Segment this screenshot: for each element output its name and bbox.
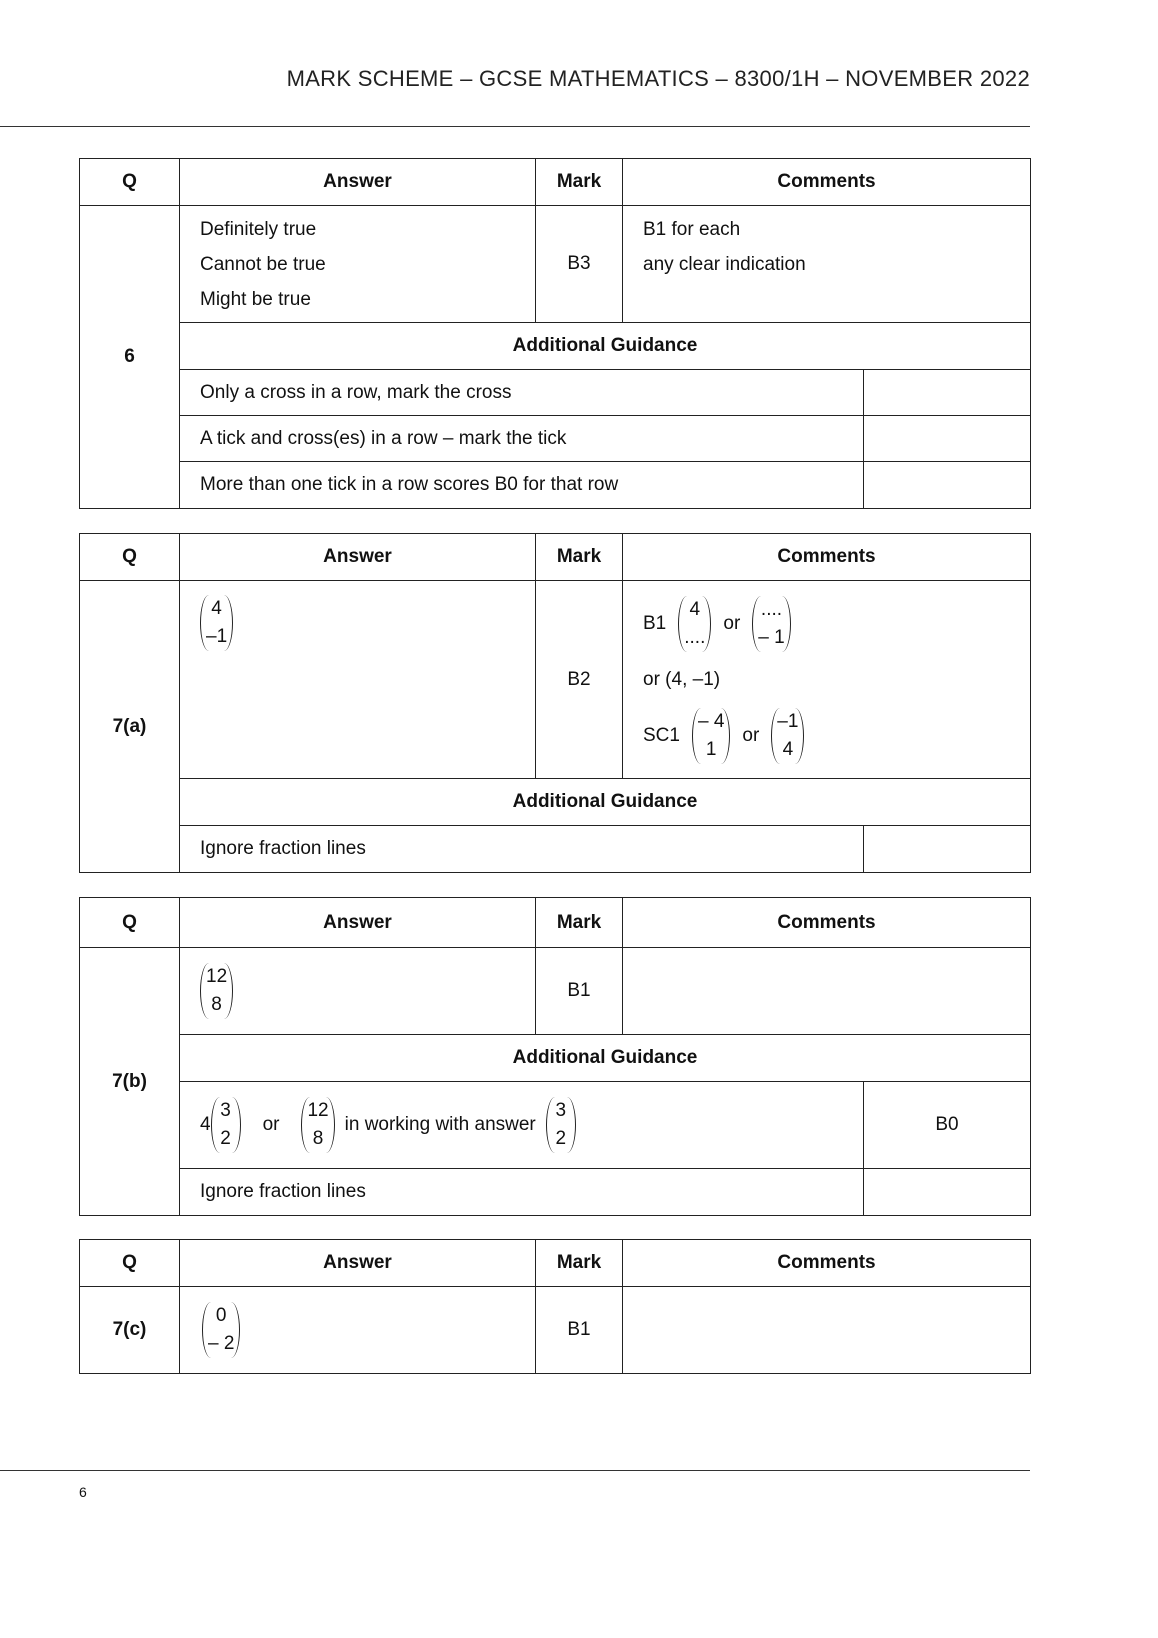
col-comments: Comments bbox=[623, 159, 1031, 206]
comments-cell bbox=[623, 1287, 1031, 1374]
answer-cell bbox=[180, 948, 536, 1035]
comments-cell bbox=[623, 581, 1031, 779]
answer-vector: 12 8 bbox=[200, 963, 233, 1019]
question-number: 7(a) bbox=[80, 581, 180, 873]
mark-cell: B3 bbox=[536, 206, 623, 323]
comment-line: any clear indication bbox=[643, 254, 806, 275]
page-number: 6 bbox=[79, 1484, 87, 1500]
header-rule bbox=[0, 126, 1030, 127]
page-header: MARK SCHEME – GCSE MATHEMATICS – 8300/1H – NOVEMBER 2022 bbox=[286, 66, 1030, 91]
vector: .... – 1 bbox=[752, 596, 790, 652]
col-answer: Answer bbox=[180, 159, 536, 206]
guidance-mark bbox=[864, 462, 1031, 509]
guidance-row: Ignore fraction lines bbox=[180, 826, 864, 873]
additional-guidance-heading: Additional Guidance bbox=[180, 779, 1031, 826]
guidance-mark: B0 bbox=[864, 1082, 1031, 1169]
answer-line: Definitely true bbox=[200, 218, 317, 240]
col-mark: Mark bbox=[536, 898, 623, 948]
vector: 3 2 bbox=[546, 1097, 576, 1153]
q7a-table bbox=[79, 533, 1031, 873]
vector: 4 .... bbox=[678, 596, 711, 652]
comment-line: SC1 – 4 1 or –1 4 bbox=[643, 708, 1030, 764]
comments-cell bbox=[623, 206, 1031, 323]
col-comments: Comments bbox=[623, 534, 1031, 581]
guidance-row: 4 3 2 or 12 8 in working with answer 3 2 bbox=[180, 1082, 864, 1169]
mark-cell: B1 bbox=[536, 948, 623, 1035]
guidance-row: Only a cross in a row, mark the cross bbox=[180, 370, 864, 416]
question-number: 7(c) bbox=[80, 1287, 180, 1374]
mark-cell: B2 bbox=[536, 581, 623, 779]
col-answer: Answer bbox=[180, 534, 536, 581]
col-q: Q bbox=[80, 1240, 180, 1287]
additional-guidance-heading: Additional Guidance bbox=[180, 323, 1031, 370]
vector: –1 4 bbox=[771, 708, 804, 764]
q7b-table bbox=[79, 897, 1031, 1216]
comment-line: or (4, –1) bbox=[643, 668, 721, 690]
guidance-row: Ignore fraction lines bbox=[180, 1169, 864, 1216]
comment-line: B1 for each bbox=[643, 219, 741, 240]
col-comments: Comments bbox=[623, 898, 1031, 948]
answer-vector: 0 – 2 bbox=[202, 1302, 240, 1358]
answer-line: Cannot be true bbox=[200, 253, 326, 275]
question-number: 7(b) bbox=[80, 948, 180, 1216]
col-q: Q bbox=[80, 534, 180, 581]
answer-vector: 4 –1 bbox=[200, 595, 233, 651]
guidance-mark bbox=[864, 1169, 1031, 1216]
col-mark: Mark bbox=[536, 159, 623, 206]
comment-line: B1 4 .... or .... – 1 bbox=[643, 596, 1030, 652]
col-q: Q bbox=[80, 159, 180, 206]
col-answer: Answer bbox=[180, 898, 536, 948]
vector: – 4 1 bbox=[692, 708, 730, 764]
mark-cell: B1 bbox=[536, 1287, 623, 1374]
answer-cell bbox=[180, 581, 536, 779]
col-mark: Mark bbox=[536, 534, 623, 581]
q7c-table bbox=[79, 1239, 1031, 1374]
guidance-mark bbox=[864, 416, 1031, 462]
col-answer: Answer bbox=[180, 1240, 536, 1287]
guidance-mark bbox=[864, 370, 1031, 416]
guidance-row: More than one tick in a row scores B0 for that row bbox=[180, 462, 864, 509]
q6-table bbox=[79, 158, 1031, 509]
answer-cell bbox=[180, 1287, 536, 1374]
vector: 12 8 bbox=[301, 1097, 334, 1153]
vector: 3 2 bbox=[211, 1097, 241, 1153]
col-q: Q bbox=[80, 898, 180, 948]
question-number: 6 bbox=[80, 206, 180, 509]
guidance-row: A tick and cross(es) in a row – mark the tick bbox=[180, 416, 864, 462]
answer-line: Might be true bbox=[200, 288, 311, 310]
guidance-mark bbox=[864, 826, 1031, 873]
col-mark: Mark bbox=[536, 1240, 623, 1287]
col-comments: Comments bbox=[623, 1240, 1031, 1287]
comments-cell bbox=[623, 948, 1031, 1035]
answer-cell bbox=[180, 206, 536, 323]
footer-rule bbox=[0, 1470, 1030, 1471]
additional-guidance-heading: Additional Guidance bbox=[180, 1035, 1031, 1082]
